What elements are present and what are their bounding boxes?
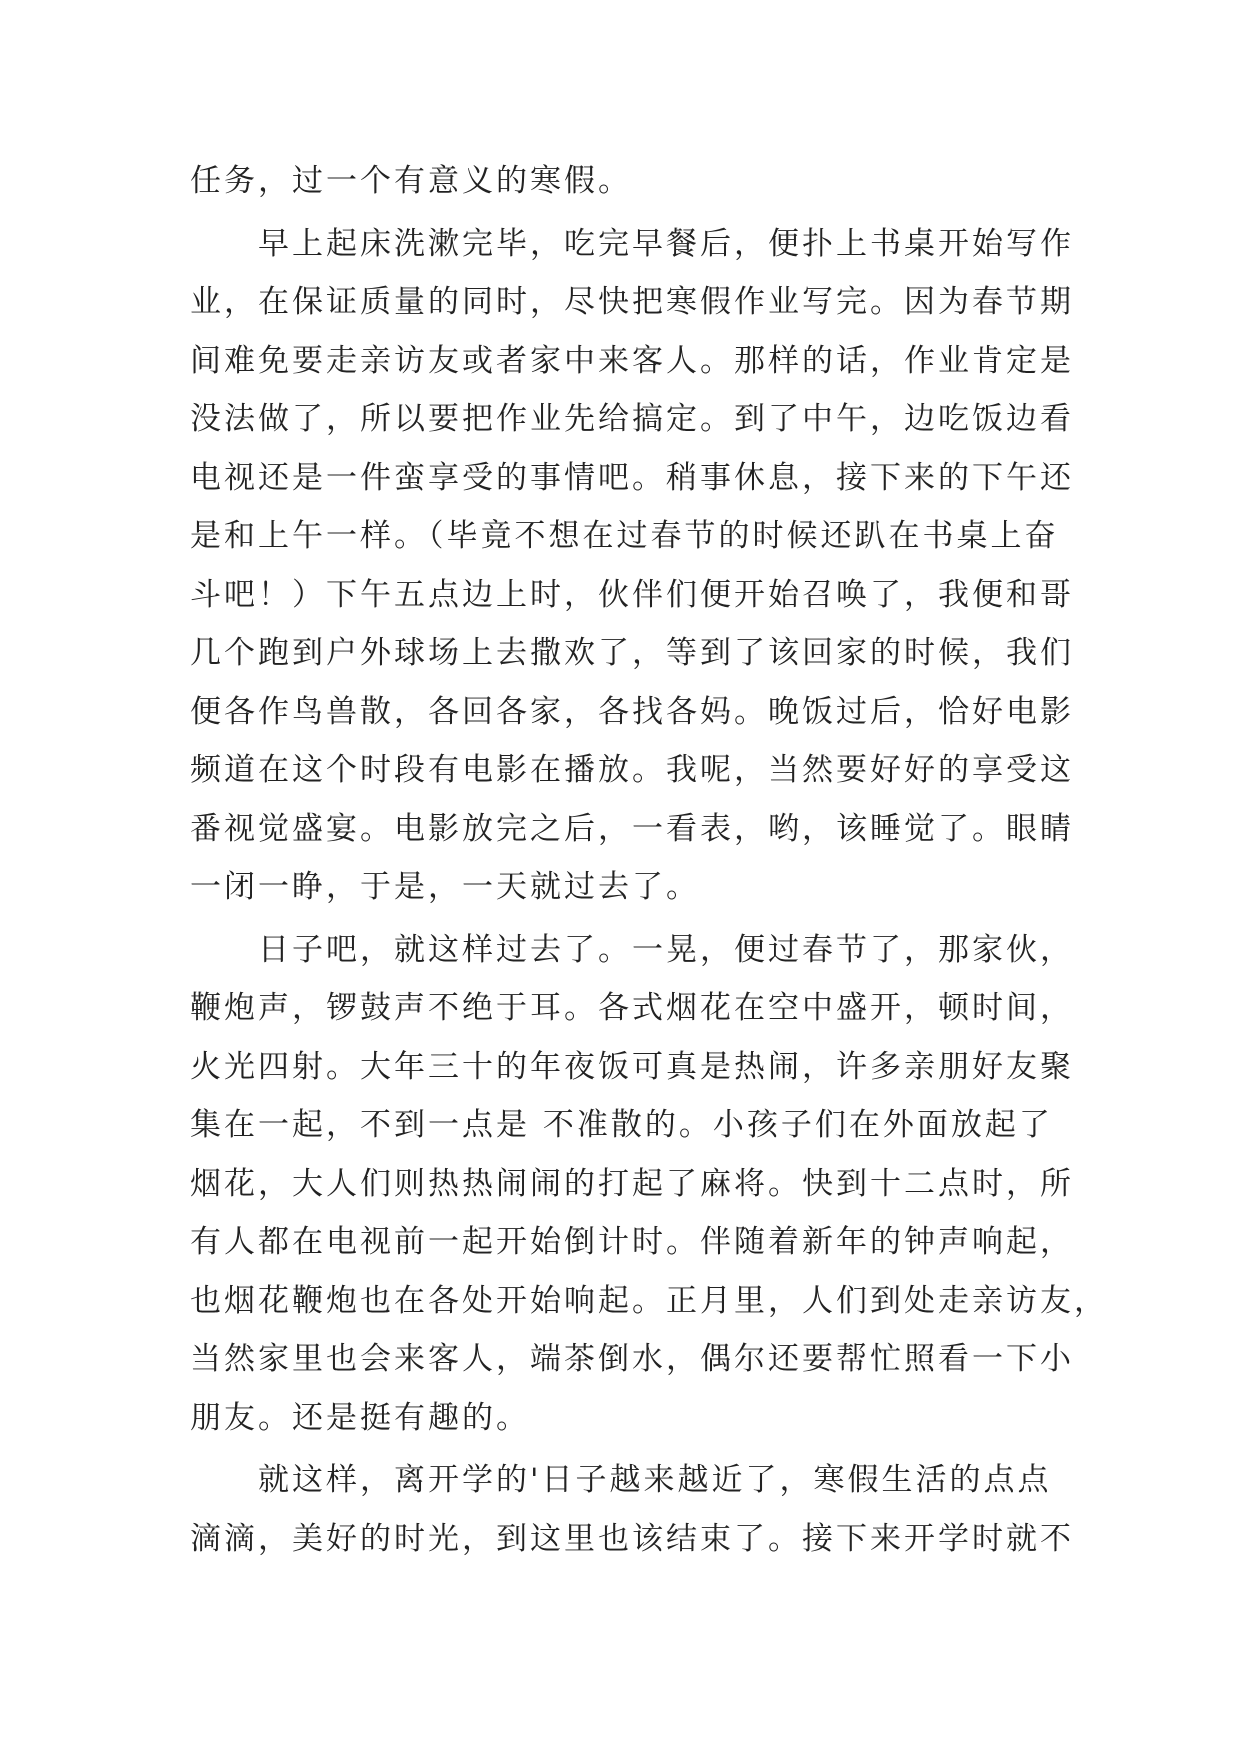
text-line: 番视觉盛宴。电影放完之后，一看表，哟，该睡觉了。眼睛 [190,810,1074,847]
text-line: 任务，过一个有意义的寒假。 [190,163,632,199]
text-line: 没法做了，所以要把作业先给搞定。到了中午，边吃饭边看 [190,401,1074,437]
text-line: 早上起床洗漱完毕，吃完早餐后，便扑上书桌开始写作 [190,225,1074,262]
text-line: 朋友。还是挺有趣的。 [190,1399,530,1436]
paragraph [190,152,1050,211]
text-line: 间难免要走亲访友或者家中来客人。那样的话，作业肯定是 [190,342,1074,379]
text-line: 火光四射。大年三十的年夜饭可真是热闹，许多亲朋好友聚 [190,1048,1074,1085]
text-line: 几个跑到户外球场上去撒欢了，等到了该回家的时候，我们 [190,635,1074,671]
text-line: 日子吧，就这样过去了。一晃，便过春节了，那家伙， [190,931,1074,968]
text-line: 当然家里也会来客人，端茶倒水，偶尔还要帮忙照看一下小 [190,1341,1074,1377]
text-line: 一闭一睁，于是，一天就过去了。 [190,869,700,905]
text-line: 频道在这个时段有电影在播放。我呢，当然要好好的享受这 [190,752,1074,788]
text-line: 业，在保证质量的同时，尽快把寒假作业写完。因为春节期 [190,284,1074,320]
text-line: 也烟花鞭炮也在各处开始响起。正月里，人们到处走亲访友， [190,1282,1108,1319]
text-line: 便各作鸟兽散，各回各家，各找各妈。晚饭过后，恰好电影 [190,693,1074,730]
text-line: 是和上午一样。（毕竟不想在过春节的时候还趴在书桌上奋 [190,518,1059,554]
text-line: 斗吧！）下午五点边上时，伙伴们便开始召唤了，我便和哥 [190,576,1074,613]
text-line: 集在一起，不到一点是 不准散的。小孩子们在外面放起了 [190,1107,1053,1143]
paragraph [190,921,1108,1448]
paragraph [190,215,1074,917]
text-line: 有人都在电视前一起开始倒计时。伴随着新年的钟声响起， [190,1224,1074,1260]
paragraph [190,1451,1074,1568]
text-line: 就这样，离开学的'日子越来越近了，寒假生活的点点 [190,1462,1052,1498]
text-line: 鞭炮声，锣鼓声不绝于耳。各式烟花在空中盛开，顿时间， [190,990,1074,1026]
body-text [190,152,1108,1568]
text-line: 烟花，大人们则热热闹闹的打起了麻将。快到十二点时，所 [190,1165,1074,1202]
text-line: 滴滴，美好的时光，到这里也该结束了。接下来开学时就不 [190,1520,1074,1557]
text-line: 电视还是一件蛮享受的事情吧。稍事休息，接下来的下午还 [190,459,1074,496]
